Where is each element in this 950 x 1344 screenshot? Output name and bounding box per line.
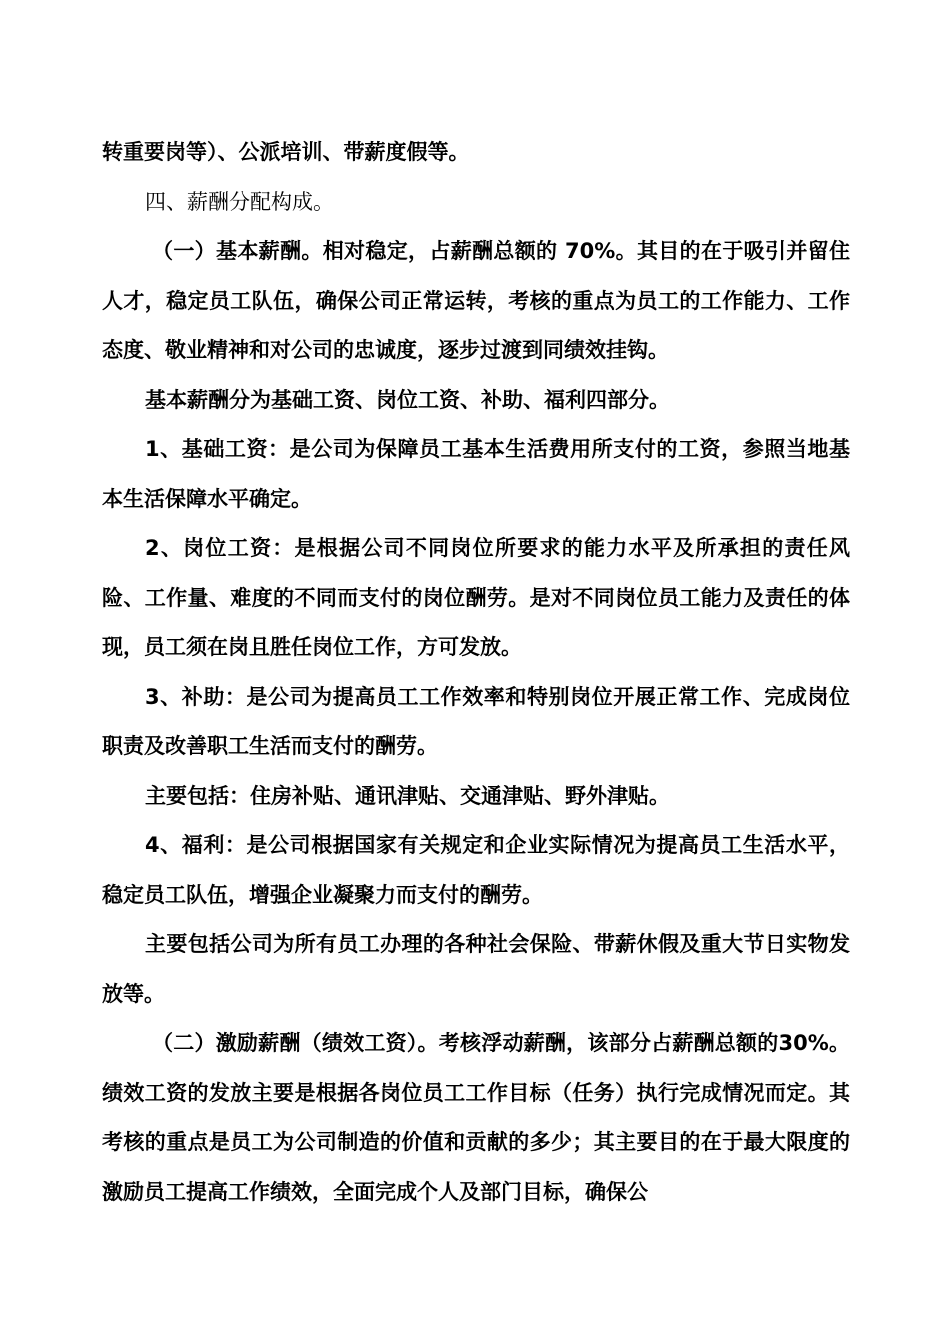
paragraph-basic-salary-parts: 基本薪酬分为基础工资、岗位工资、补助、福利四部分。 [145, 387, 670, 412]
paragraph-welfare: 4、福利：是公司根据国家有关规定和企业实际情况为提高员工生活水平，稳定员工队伍，增强企业凝聚力而支付的酬劳。 [102, 833, 850, 907]
paragraph-incentive-salary: （二）激励薪酬（绩效工资）。考核浮动薪酬，该部分占薪酬总额的30%。绩效工资的发放主要是根据各岗位员工工作目标（任务）执行完成情况而定。其考核的重点是员工为公司制造的价值和贡献的多少；其主要目的在于最大限度的激励员工提高工作绩效，全面完成个人及部门目标，确保公 [102, 1031, 850, 1204]
document-body [102, 128, 850, 1217]
paragraph-welfare-items: 主要包括公司为所有员工办理的各种社会保险、带薪休假及重大节日实物发放等。 [102, 932, 850, 1006]
paragraph-continuation: 转重要岗等）、公派培训、带薪度假等。 [102, 140, 470, 164]
paragraph-base-wage: 1、基础工资：是公司为保障员工基本生活费用所支付的工资，参照当地基本生活保障水平确定。 [102, 437, 850, 511]
paragraph-subsidy-items: 主要包括：住房补贴、通讯津贴、交通津贴、野外津贴。 [145, 783, 670, 808]
paragraph-position-wage: 2、岗位工资：是根据公司不同岗位所要求的能力水平及所承担的责任风险、工作量、难度的不同而支付的岗位酬劳。是对不同岗位员工能力及责任的体现，员工须在岗且胜任岗位工作，方可发放。 [102, 536, 850, 659]
paragraph-basic-salary: （一）基本薪酬。相对稳定，占薪酬总额的 70%。其目的在于吸引并留住人才，稳定员工队伍，确保公司正常运转，考核的重点为员工的工作能力、工作态度、敬业精神和对公司的忠诚度，逐步过渡到同绩效挂钩。 [102, 239, 850, 362]
paragraph-subsidy: 3、补助：是公司为提高员工工作效率和特别岗位开展正常工作、完成岗位职责及改善职工生活而支付的酬劳。 [102, 684, 850, 758]
section-heading-salary-composition: 四、薪酬分配构成。 [145, 189, 334, 214]
